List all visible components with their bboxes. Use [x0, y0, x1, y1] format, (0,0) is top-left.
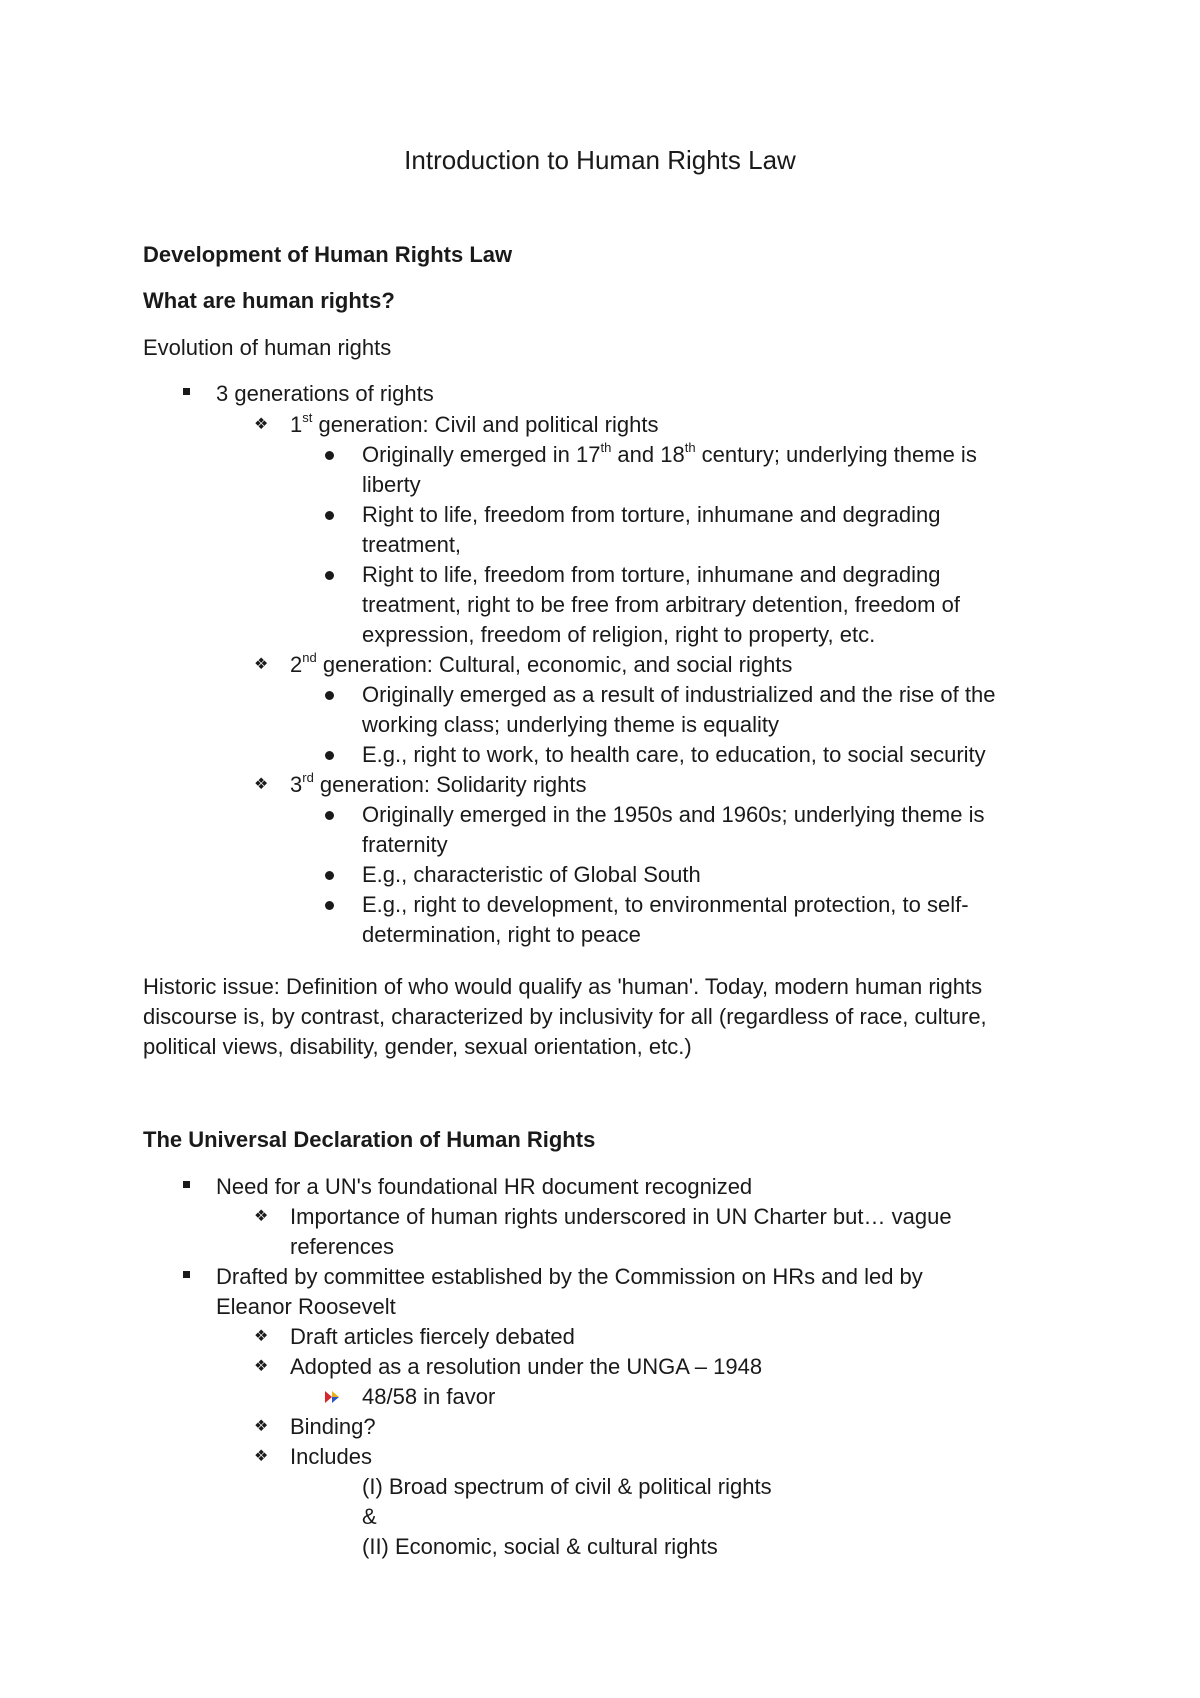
round-bullet-icon — [325, 691, 334, 700]
gen3-bullet3-line1: E.g., right to development, to environmental protection, to self- — [362, 892, 969, 917]
gen1-bullet3-line2: treatment, right to be free from arbitrary detention, freedom of — [362, 592, 960, 617]
round-bullet-icon — [325, 451, 334, 460]
square-bullet-icon — [183, 388, 190, 395]
udhr-sub-binding: Binding? — [290, 1414, 376, 1439]
round-bullet-icon — [325, 901, 334, 910]
includes-ampersand: & — [362, 1504, 377, 1529]
diamond-bullet-icon: ❖ — [254, 776, 269, 793]
round-bullet-icon — [325, 751, 334, 760]
gen3-bullet1-line1: Originally emerged in the 1950s and 1960s; underlying theme is — [362, 802, 985, 827]
udhr-sub-includes: Includes — [290, 1444, 372, 1469]
round-bullet-icon — [325, 871, 334, 880]
gen3-bullet1-line2: fraternity — [362, 832, 448, 857]
round-bullet-icon — [325, 511, 334, 520]
diamond-bullet-icon: ❖ — [254, 1418, 269, 1435]
gen3-bullet3-line2: determination, right to peace — [362, 922, 641, 947]
square-bullet-icon — [183, 1271, 190, 1278]
gen1-bullet3-line1: Right to life, freedom from torture, inhumane and degrading — [362, 562, 941, 587]
square-bullet-icon — [183, 1181, 190, 1188]
gen1-bullet2-line2: treatment, — [362, 532, 462, 557]
udhr-sub-adopted: Adopted as a resolution under the UNGA – 1948 — [290, 1354, 763, 1379]
udhr-sub-in-favor: 48/58 in favor — [362, 1384, 496, 1409]
gen2-bullet2: E.g., right to work, to health care, to education, to social security — [362, 742, 986, 767]
historic-issue-paragraph: Historic issue: Definition of who would qualify as 'human'. Today, modern human rights discourse is, by contrast, characterized by inclusivity for all (regardless of race, culture, political views, disability, gender, sexual orientation, etc.) — [143, 974, 987, 1059]
document-title: Introduction to Human Rights Law — [404, 145, 796, 175]
gen1-bullet1-line1: Originally emerged in 17th and 18th century; underlying theme is — [362, 439, 977, 467]
intro-evolution: Evolution of human rights — [143, 335, 392, 360]
udhr-sub-draft-debated: Draft articles fiercely debated — [290, 1324, 575, 1349]
includes-civil-political: (I) Broad spectrum of civil & political rights — [362, 1474, 772, 1499]
gen2-heading: 2nd generation: Cultural, economic, and social rights — [290, 649, 793, 677]
diamond-bullet-icon: ❖ — [254, 1208, 269, 1225]
diamond-bullet-icon: ❖ — [254, 1358, 269, 1375]
gen1-bullet2-line1: Right to life, freedom from torture, inhumane and degrading — [362, 502, 941, 527]
gen1-heading: 1st generation: Civil and political rights — [290, 409, 659, 437]
diamond-bullet-icon: ❖ — [254, 1328, 269, 1345]
section-heading-udhr: The Universal Declaration of Human Rights — [143, 1127, 596, 1152]
diamond-bullet-icon: ❖ — [254, 1448, 269, 1465]
colored-arrow-bullet-icon — [323, 1390, 341, 1404]
section-heading-development: Development of Human Rights Law — [143, 242, 513, 267]
gen3-heading: 3rd generation: Solidarity rights — [290, 769, 587, 797]
includes-economic-social-cultural: (II) Economic, social & cultural rights — [362, 1534, 718, 1559]
gen2-bullet1-line1: Originally emerged as a result of industrialized and the rise of the — [362, 682, 996, 707]
gen1-bullet3-line3: expression, freedom of religion, right to property, etc. — [362, 622, 876, 647]
diamond-bullet-icon: ❖ — [254, 416, 269, 433]
udhr-item1-sub-line2: references — [290, 1234, 394, 1259]
subheading-what-are-human-rights: What are human rights? — [143, 288, 395, 313]
udhr-item1-sub-line1: Importance of human rights underscored in UN Charter but… vague — [290, 1204, 952, 1229]
round-bullet-icon — [325, 811, 334, 820]
udhr-item1: Need for a UN's foundational HR document recognized — [216, 1174, 753, 1199]
list-item-three-generations: 3 generations of rights — [216, 381, 434, 406]
udhr-item2-line2: Eleanor Roosevelt — [216, 1294, 396, 1319]
gen2-bullet1-line2: working class; underlying theme is equality — [362, 712, 779, 737]
gen1-bullet1-line2: liberty — [362, 472, 421, 497]
gen3-bullet2: E.g., characteristic of Global South — [362, 862, 701, 887]
round-bullet-icon — [325, 571, 334, 580]
udhr-item2-line1: Drafted by committee established by the Commission on HRs and led by — [216, 1264, 923, 1289]
diamond-bullet-icon: ❖ — [254, 656, 269, 673]
